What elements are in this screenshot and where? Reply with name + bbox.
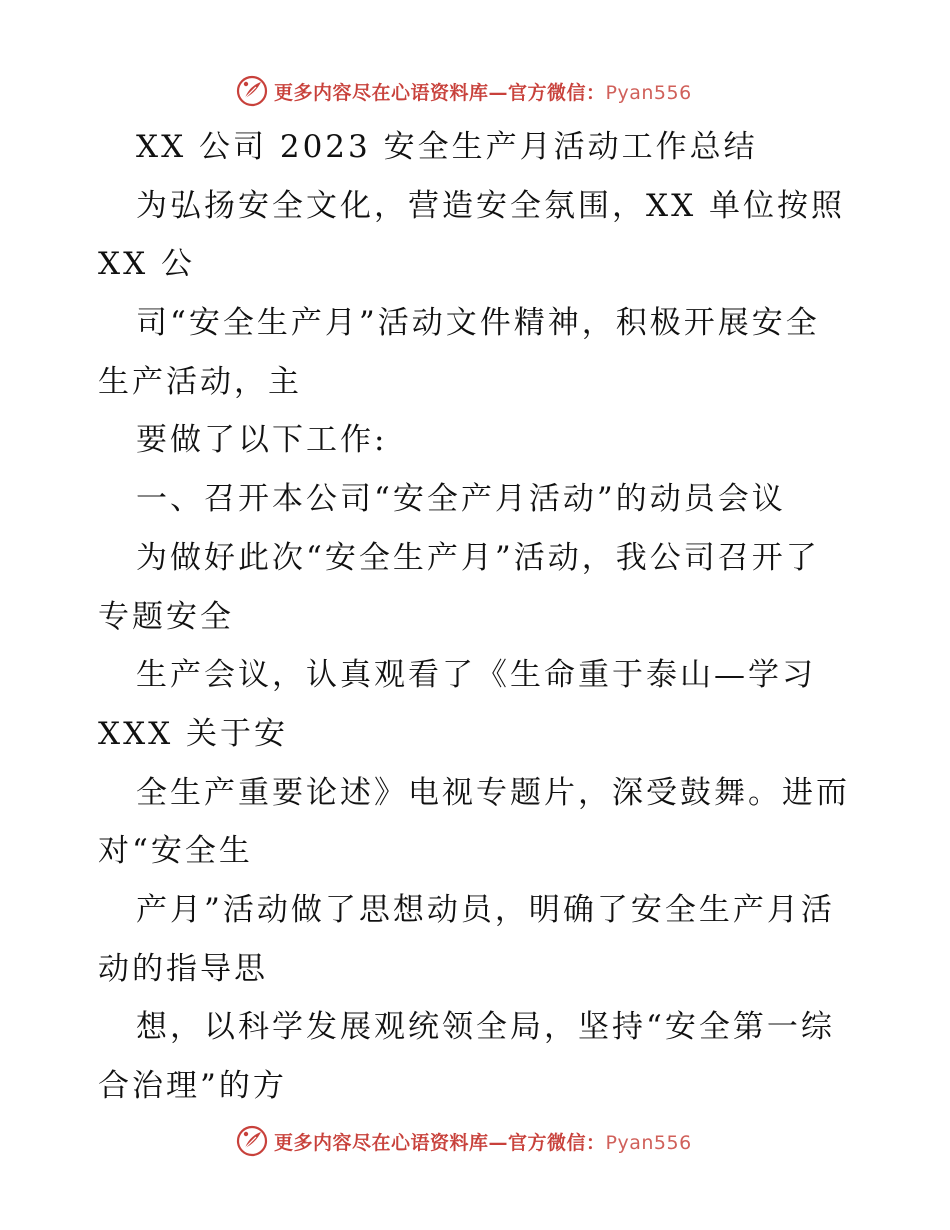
document-title: XX 公司 2023 安全生产月活动工作总结 [136, 129, 758, 165]
paragraph-line: 为弘扬安全文化，营造安全氛围，XX 单位按照 [136, 187, 845, 224]
paragraph-line: 生产活动，主 [98, 363, 302, 400]
paragraph-line: 产月”活动做了思想动员，明确了安全生产月活 [136, 891, 835, 928]
watermark-brand: 更多内容尽在心语资料库—官方微信： [274, 81, 606, 104]
watermark-wechat-id: Pyan556 [605, 1131, 692, 1154]
paragraph-line: 为做好此次“安全生产月”活动，我公司召开了 [136, 539, 820, 576]
feather-pen-icon [236, 75, 268, 107]
paragraph-line: 想，以科学发展观统领全局，坚持“安全第一综 [136, 1009, 835, 1046]
watermark-wechat-id: Pyan556 [605, 81, 692, 104]
watermark-brand: 更多内容尽在心语资料库—官方微信： [274, 1131, 606, 1154]
document-body [98, 118, 858, 1116]
section-heading: 一、召开本公司“安全产月活动”的动员会议 [136, 481, 786, 518]
watermark-footer [236, 1124, 692, 1158]
watermark-text [274, 1128, 692, 1155]
paragraph-line: 专题安全 [98, 598, 234, 635]
paragraph-line: 要做了以下工作: [136, 422, 388, 459]
paragraph-line: 全生产重要论述》电视专题片，深受鼓舞。进而 [136, 774, 850, 811]
watermark-text [274, 78, 692, 105]
paragraph-line: 对“安全生 [98, 833, 253, 870]
paragraph-line: 生产会议，认真观看了《生命重于泰山—学习 [136, 657, 816, 694]
feather-pen-icon [236, 1125, 268, 1157]
watermark-header [236, 74, 692, 108]
paragraph-line: 司“安全生产月”活动文件精神，积极开展安全 [136, 305, 820, 342]
paragraph-line: 动的指导思 [98, 950, 268, 987]
paragraph-line: XXX 关于安 [98, 715, 289, 752]
paragraph-line: 合治理”的方 [98, 1068, 287, 1104]
paragraph-line: XX 公 [98, 246, 195, 283]
